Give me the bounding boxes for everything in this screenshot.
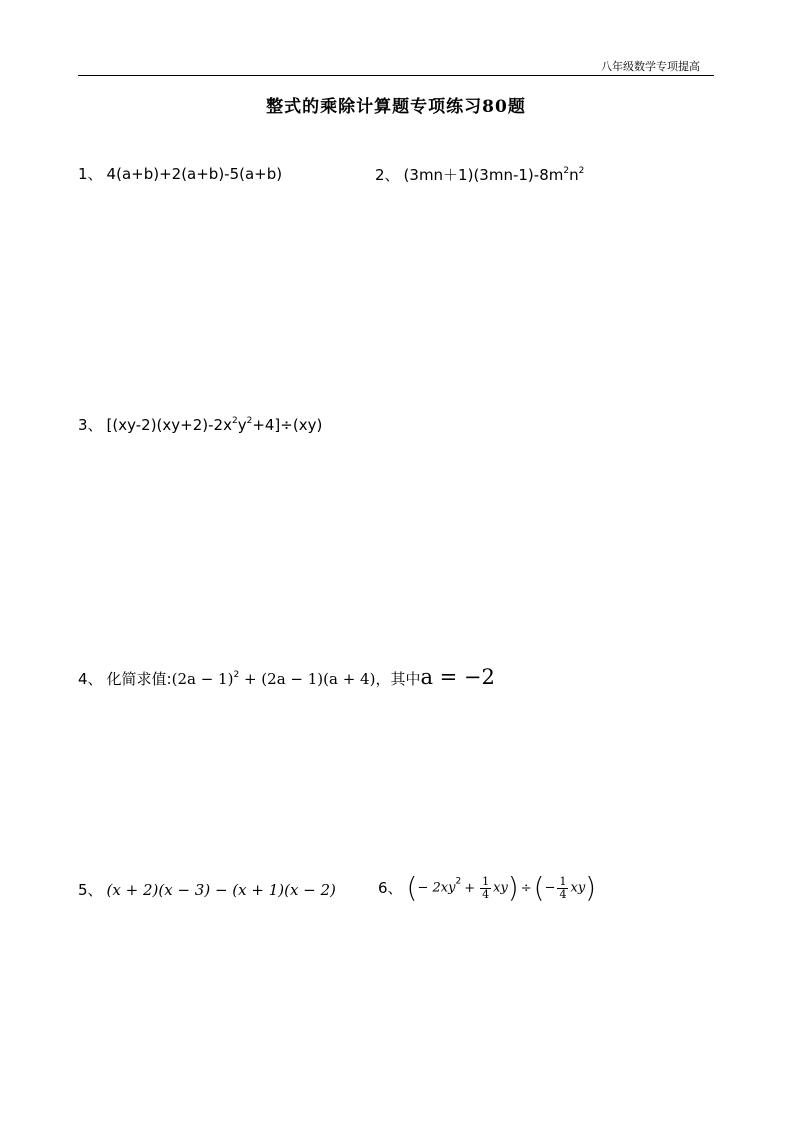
problem-number: 2、 [375, 166, 400, 184]
problem-expression: [(xy-2)(xy+2)-2x [106, 416, 232, 434]
fraction [557, 876, 568, 900]
problem-expression-part: + (2a − 1)(a + 4) [239, 670, 376, 688]
problem-number: 1、 [78, 165, 103, 183]
close-paren: ) [585, 871, 597, 904]
exponent: 2 [563, 166, 570, 176]
problem-expression: (3mn＋1)(3mn-1)-8m [403, 166, 564, 184]
problem-5 [78, 883, 336, 898]
open-paren: ( [406, 871, 418, 904]
exponent: 2 [246, 416, 253, 426]
page-title: 整式的乘除计算题专项练习80题 [266, 97, 526, 117]
fraction-numerator: 1 [559, 874, 567, 888]
fraction [480, 876, 491, 900]
exponent: 2 [578, 166, 585, 176]
minus-sign: − [544, 880, 556, 896]
open-paren: ( [533, 871, 545, 904]
problem-term: − 2xy [417, 880, 456, 896]
problem-condition: a = −2 [420, 665, 495, 689]
problem-expression: (x + 2)(x − 3) − (x + 1)(x − 2) [106, 881, 336, 899]
problem-separator: ，其中 [375, 670, 421, 688]
problem-3 [78, 417, 322, 433]
problem-term: xy [493, 880, 508, 896]
fraction-denominator: 4 [482, 887, 490, 901]
fraction-denominator: 4 [559, 887, 567, 901]
problem-expression-part: +4]÷(xy) [252, 416, 323, 434]
exponent: 2 [233, 670, 240, 680]
problem-number: 4、 [78, 670, 103, 688]
problem-expression: 4(a+b)+2(a+b)-5(a+b) [106, 165, 283, 183]
page-header: 八年级数学专项提高 [601, 60, 700, 73]
problem-label: 化简求值: [106, 670, 172, 688]
problem-number: 5、 [78, 881, 103, 899]
exponent: 2 [455, 876, 462, 887]
problem-1 [78, 167, 282, 182]
problem-number: 3、 [78, 416, 103, 434]
exponent: 2 [231, 416, 238, 426]
problem-number: 6、 [378, 878, 403, 897]
problem-expression-part: y [237, 416, 247, 434]
close-paren: ) [507, 871, 519, 904]
fraction-numerator: 1 [482, 874, 490, 888]
problem-2 [375, 167, 584, 183]
plus-sign: + [464, 880, 476, 896]
header-rule [78, 75, 714, 76]
problem-term: xy [570, 880, 586, 896]
problem-4 [78, 667, 495, 688]
problem-6 [378, 871, 597, 914]
problem-expression-part: n [569, 166, 579, 184]
divide-sign: ÷ [520, 880, 532, 896]
problem-expression: (2a − 1) [171, 670, 234, 688]
